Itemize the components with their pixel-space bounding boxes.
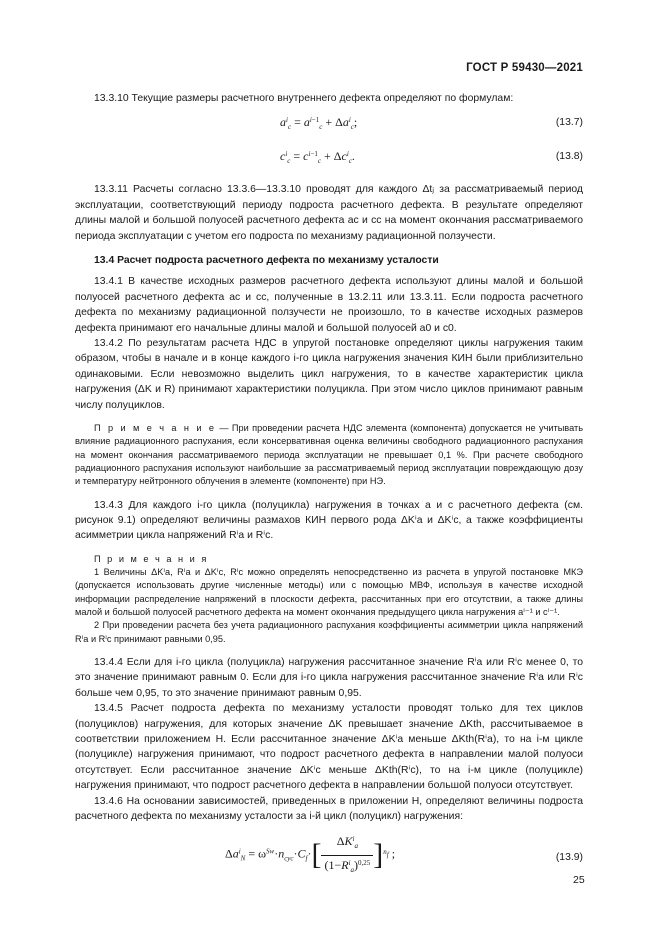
formula-13-8-expression: $c^i_c = c^{i-1}_c + \Delta c^i_c$.: [280, 149, 355, 166]
paragraph-13-4-3: 13.4.3 Для каждого i-го цикла (полуцикла) нагружения в точках a и c расчетного дефекта (см. рисунок 9.1) определяют величины размахов КИН первого рода ΔKⁱa и ΔKⁱc, а также коэффициенты асимметрии цикла напряжений Rⁱa и Rⁱc.: [75, 499, 583, 542]
formula-13-8: [75, 140, 583, 174]
formula-13-7-number: (13.7): [555, 117, 583, 129]
formula-13-9: [75, 830, 583, 886]
note-item-1: 1 Величины ΔKⁱa, Rⁱa и ΔKⁱc, Rⁱc можно определять непосредственно из расчета в упругой постановке МКЭ (допускается использовать другие численные методы) или с помощью МВФ, используя в качестве исходной информации распределение напряжений в плоскости дефекта, рассчитанных при его отсутствии, а также длины малой и большой полуосей расчетного дефекта на момент окончания предыдущего цикла нагружения aⁱ⁻¹ и cⁱ⁻¹.: [75, 567, 583, 617]
formula-13-7: [75, 106, 583, 140]
formula-13-8-number: (13.8): [555, 151, 583, 163]
section-heading-13-4: 13.4 Расчет подроста расчетного дефекта по механизму усталости: [94, 255, 439, 267]
note-text: — При проведении расчета НДС элемента (компонента) допускается не учитывать влияние радиационного распухания, если консервативная оценка величины свободного радиационного распухания на момент окончания рассматриваемого периода эксплуатации не превышает 0,1 %. При расчете свободного радиационного распухания используют наибольшие за рассматриваемый период эксплуатации повреждающую дозу и температуру нейтронного облучения в элементе (компоненте) при НЭ.: [75, 423, 583, 487]
paragraph-13-3-10: 13.3.10 Текущие размеры расчетного внутреннего дефекта определяют по формулам:: [94, 93, 514, 104]
paragraph-13-4-2: 13.4.2 По результатам расчета НДС в упругой постановке определяют циклы нагружения таким образом, чтобы в начале и в конце каждого i-го цикла нагружения значения КИН были приблизительно одинаковыми. Если невозможно выделить цикл нагружения, то в качестве характеристик цикла нагружения (ΔK и R) принимают характеристики полуцикла. При этом число циклов принимают равным числу полуциклов.: [75, 338, 583, 411]
formula-13-9-expression: $\Delta a^i_N = \omega^{Sw}\cdot n_{cyc}\cdot C_f\cdot$[ $\frac{\Delta K^i_a}{(1-R^i_a)^{0,25}}$ ]$^{n_f}$ ;: [225, 834, 396, 874]
note-item-2: 2 При проведении расчета без учета радиационного распухания коэффициенты асимметрии цикла напряжений Rⁱa и Rⁱc принимают равными 0,95.: [75, 620, 583, 644]
paragraph-13-4-5: 13.4.5 Расчет подроста дефекта по механизму усталости проводят только для тех циклов (полуциклов) нагружения, для которых значение ΔK превышает значение ΔKth, рассчитываемое в соответствии приложением Н. Если рассчитанное значение ΔKⁱa меньше ΔKth(Rⁱa), то на i-м цикле (полуцикле) нагружения принимают, что подрост расчетного дефекта в направлении малой полуоси отсутствует. Если рассчитанное значение ΔKⁱc меньше ΔKth(Rⁱc), то на i-м цикле (полуцикле) нагружения принимают, что подрост расчетного дефекта в направлении большой полуоси отсутствует.: [75, 703, 583, 792]
page-number: 25: [573, 874, 585, 886]
document-header: ГОСТ Р 59430—2021: [466, 62, 583, 74]
notes-13-4-3: [75, 553, 583, 646]
paragraph-13-4-6: 13.4.6 На основании зависимостей, приведенных в приложении Н, определяют величины подроста расчетного дефекта по механизму усталости за i-й цикл (полуцикл) нагружения:: [75, 795, 583, 822]
note-13-4-2: [75, 422, 583, 488]
note-label: П р и м е ч а н и е: [94, 423, 216, 434]
page-content: [75, 89, 583, 886]
paragraph-13-4-1: 13.4.1 В качестве исходных размеров расчетного дефекта используют длины малой и большой полуосей расчетного дефекта ac и cc, полученные в 13.2.11 или 13.3.11. Если подроста расчетного дефекта по механизму радиационной ползучести не произошло, то в качестве исходных размеров дефекта принимают его начальные длины малой и большой полуосей a0 и c0.: [75, 276, 583, 334]
formula-13-7-expression: $a^i_c = a^{i-1}_c + \Delta a^i_c$;: [280, 115, 358, 132]
paragraph-13-3-11: 13.3.11 Расчеты согласно 13.3.6—13.3.10 проводят для каждого Δtⱼ за рассматриваемый период эксплуатации, соответствующий периоду подроста расчетного дефекта. В результате определяют длины малой и большой полуосей расчетного дефекта ac и cc на момент окончания рассматриваемого периода эксплуатации с учетом его подроста по механизму радиационной ползучести.: [75, 184, 583, 242]
paragraph-13-4-4: 13.4.4 Если для i-го цикла (полуцикла) нагружения рассчитанное значение Rⁱa или Rⁱc менее 0, то это значение принимают равным 0. Если для i-го цикла нагружения рассчитанное значение Rⁱa или Rⁱc больше чем 0,95, то это значение принимают равным 0,95.: [75, 656, 583, 699]
formula-13-9-number: (13.9): [555, 852, 583, 864]
notes-label: П р и м е ч а н и я: [94, 553, 209, 564]
